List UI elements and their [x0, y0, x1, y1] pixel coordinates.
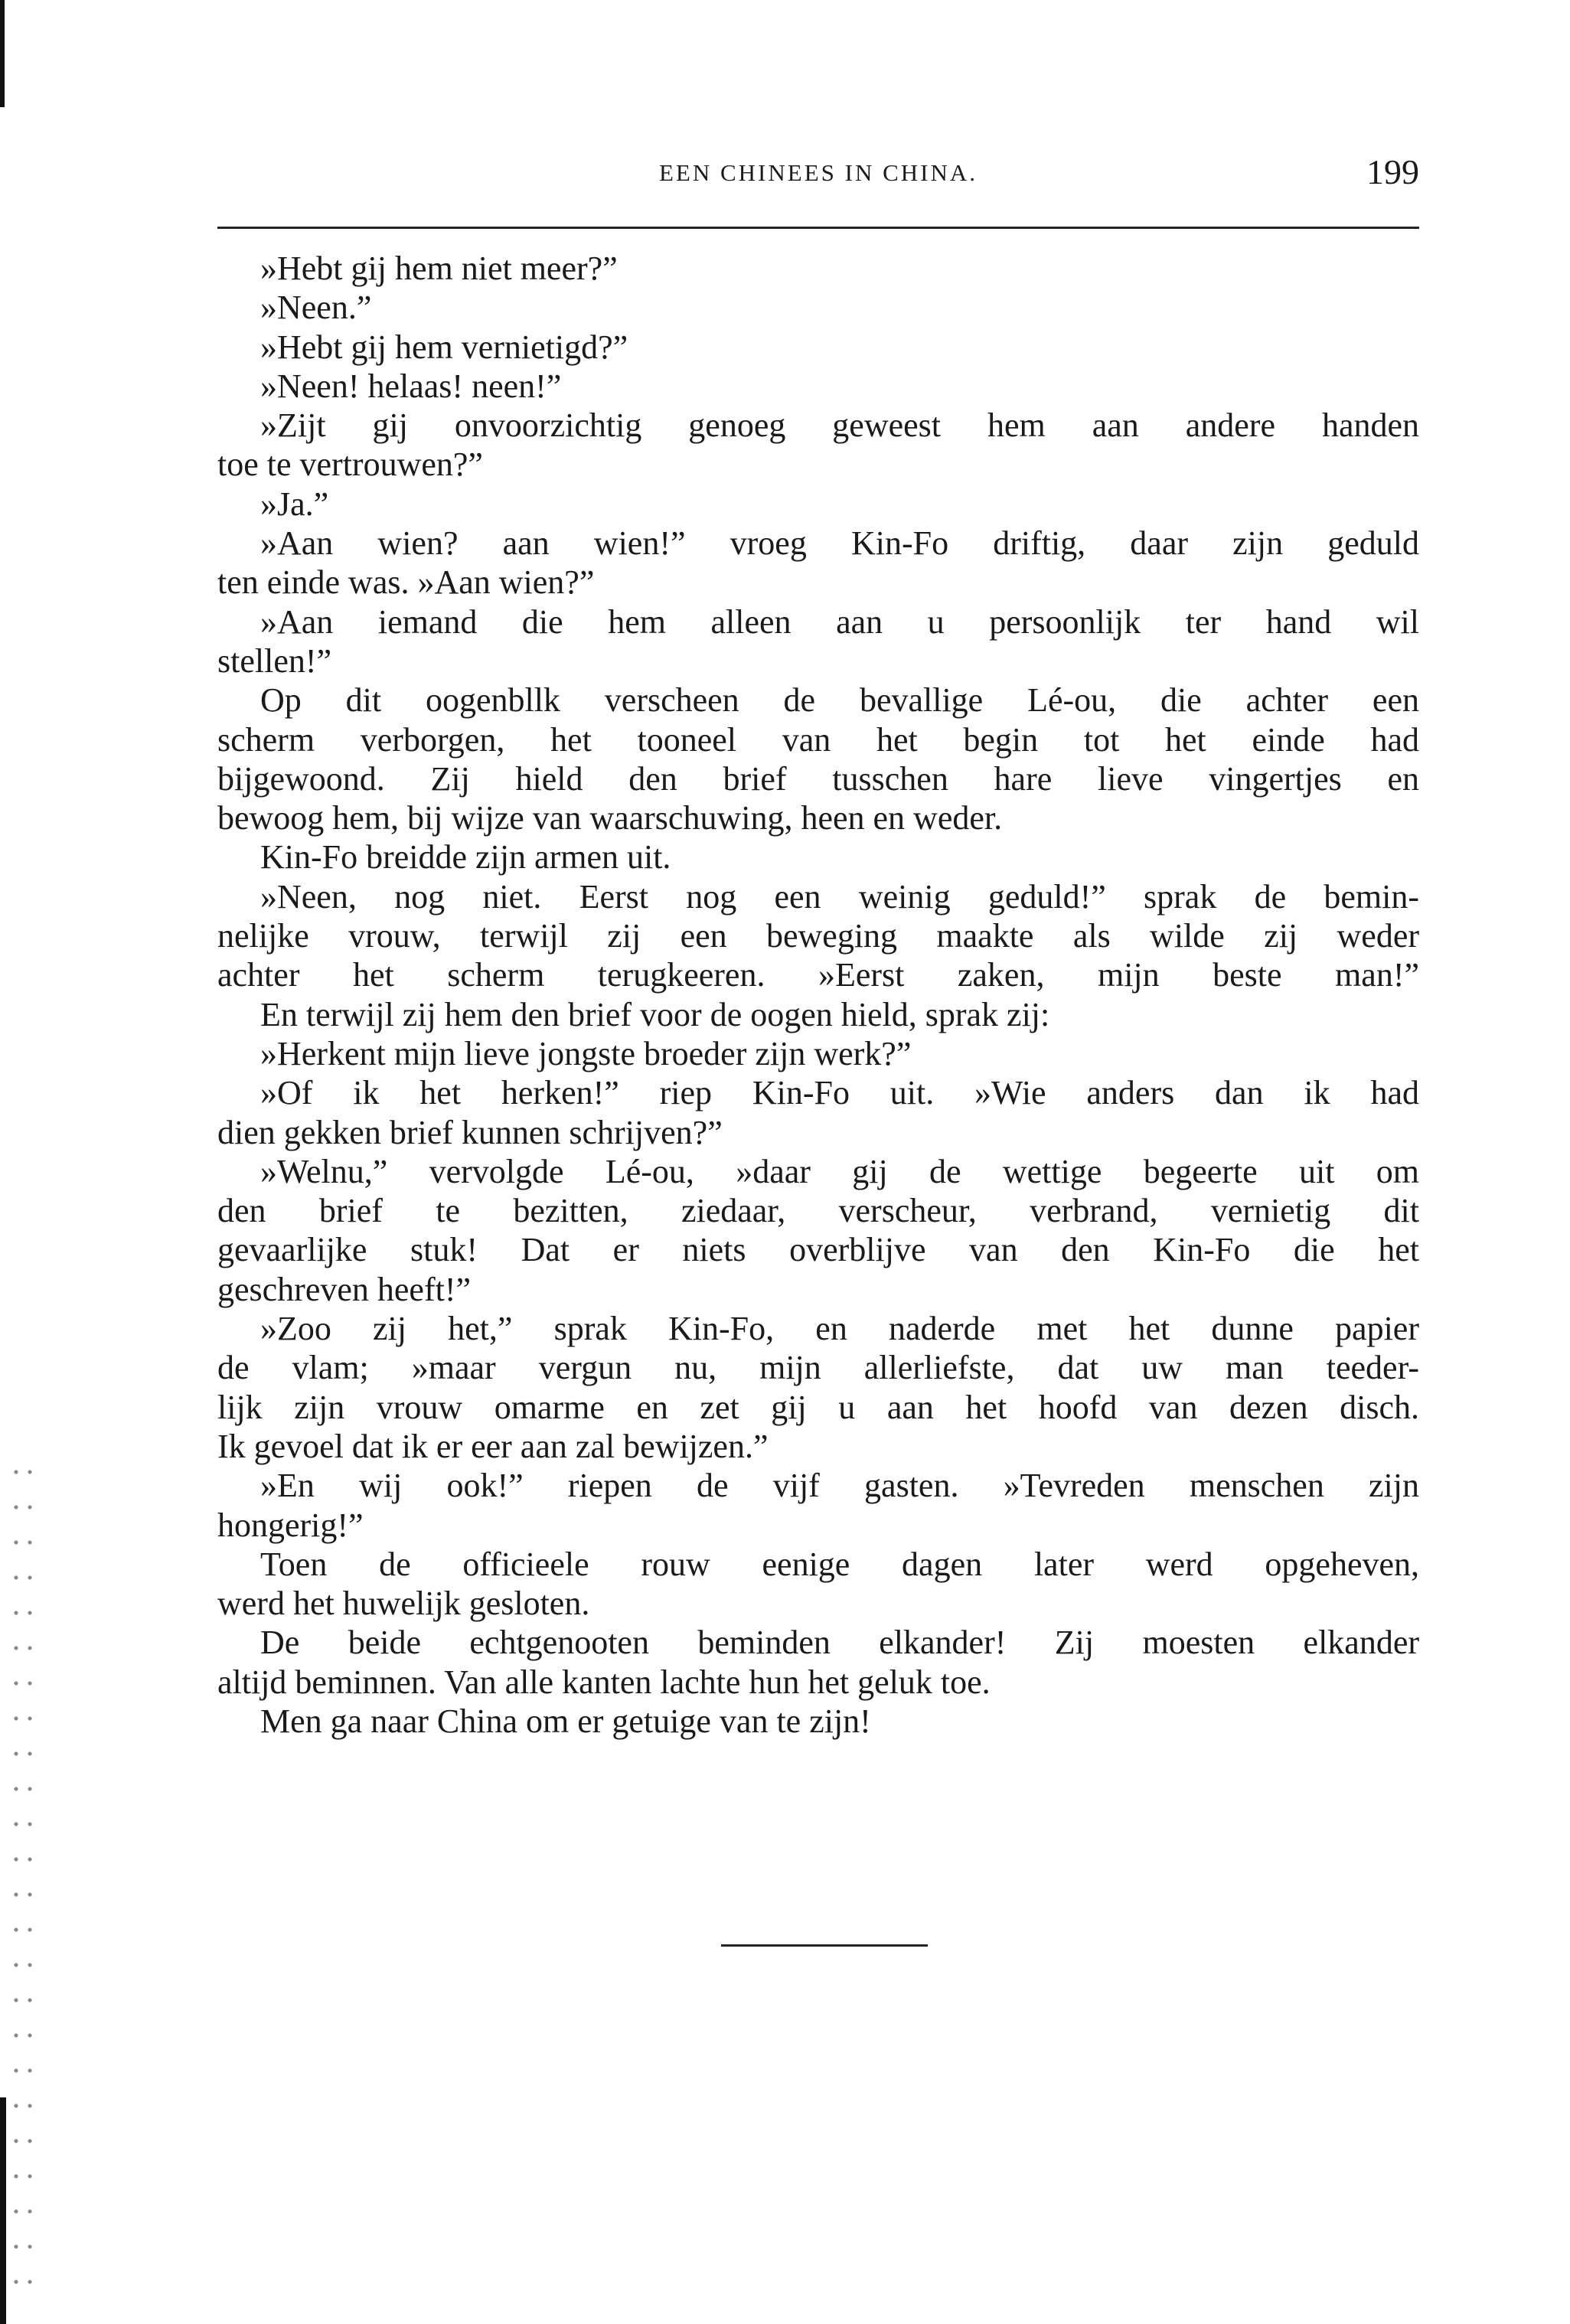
text-line: gevaarlijke stuk! Dat er niets overblijve van den Kin-Fo die het [217, 1231, 1419, 1269]
text-line: »Neen.” [260, 289, 372, 327]
text-line: altijd beminnen. Van alle kanten lachte hun het geluk toe. [217, 1663, 991, 1701]
text-line: ten einde was. »Aan wien?” [217, 563, 595, 602]
body-text [217, 249, 1419, 1741]
text-line: Toen de officieele rouw eenige dagen later werd opgeheven, [260, 1545, 1419, 1583]
page-number: 199 [1366, 152, 1419, 191]
text-line: achter het scherm terugkeeren. »Eerst zaken, mijn beste man!” [217, 956, 1419, 994]
text-line: »En wij ook!” riepen de vijf gasten. »Tevreden menschen zijn [260, 1467, 1419, 1505]
text-line: lijk zijn vrouw omarme en zet gij u aan het hoofd van dezen disch. [217, 1388, 1419, 1426]
text-line: dien gekken brief kunnen schrijven?” [217, 1113, 723, 1151]
text-line: »Of ik het herken!” riep Kin-Fo uit. »Wie anders dan ik had [260, 1074, 1419, 1112]
text-line: geschreven heeft!” [217, 1270, 472, 1308]
text-line: »Hebt gij hem niet meer?” [260, 250, 618, 287]
text-line: Ik gevoel dat ik er eer aan zal bewijzen.” [217, 1427, 769, 1465]
text-line: werd het huwelijk gesloten. [217, 1585, 590, 1623]
page-header [217, 152, 1419, 213]
text-line: »Aan iemand die hem alleen aan u persoonlijk ter hand wil [260, 602, 1419, 641]
text-line: scherm verborgen, het tooneel van het begin tot het einde had [217, 720, 1419, 759]
text-line: De beide echtgenooten beminden elkander! Zij moesten elkander [260, 1624, 1419, 1662]
text-line: Op dit oogenbllk verscheen de bevallige Lé-ou, die achter een [260, 681, 1419, 720]
text-line: stellen!” [217, 641, 332, 680]
text-line: de vlam; »maar vergun nu, mijn allerliefste, dat uw man teeder- [217, 1349, 1419, 1387]
text-line: »Neen! helaas! neen!” [260, 367, 562, 405]
running-title: EEN CHINEES IN CHINA. [658, 159, 978, 186]
text-line: En terwijl zij hem den brief voor de oogen hield, sprak zij: [260, 995, 1050, 1033]
text-line: »Zoo zij het,” sprak Kin-Fo, en naderde met het dunne papier [260, 1310, 1419, 1348]
gutter-line [0, 2097, 6, 2324]
text-line: bijgewoond. Zij hield den brief tusschen hare lieve vingertjes en [217, 759, 1419, 798]
text-line: den brief te bezitten, ziedaar, verscheur, verbrand, vernietig dit [217, 1192, 1419, 1230]
text-line: bewoog hem, bij wijze van waarschuwing, heen en weder. [217, 799, 1003, 837]
text-line: Kin-Fo breidde zijn armen uit. [260, 838, 671, 876]
text-line: »Neen, nog niet. Eerst nog een weinig geduld!” sprak de bemin- [260, 877, 1419, 916]
text-line: »Aan wien? aan wien!” vroeg Kin-Fo driftig, daar zijn geduld [260, 524, 1419, 563]
text-line: »Ja.” [260, 485, 329, 523]
end-rule [721, 1944, 928, 1947]
text-line: »Hebt gij hem vernietigd?” [260, 328, 628, 366]
text-line: Men ga naar China om er getuige van te zijn! [260, 1702, 871, 1740]
text-line: »Zijt gij onvoorzichtig genoeg geweest hem aan andere handen [260, 406, 1419, 445]
text-line: nelijke vrouw, terwijl zij een beweging maakte als wilde zij weder [217, 917, 1419, 955]
gutter-marks [9, 1454, 40, 2312]
text-line: »Welnu,” vervolgde Lé-ou, »daar gij de wettige begeerte uit om [260, 1152, 1419, 1190]
text-line: »Herkent mijn lieve jongste broeder zijn werk?” [260, 1034, 912, 1072]
text-line: hongerig!” [217, 1506, 364, 1544]
text-line: toe te vertrouwen?” [217, 446, 483, 484]
gutter-line [0, 0, 5, 107]
header-rule [217, 227, 1419, 229]
